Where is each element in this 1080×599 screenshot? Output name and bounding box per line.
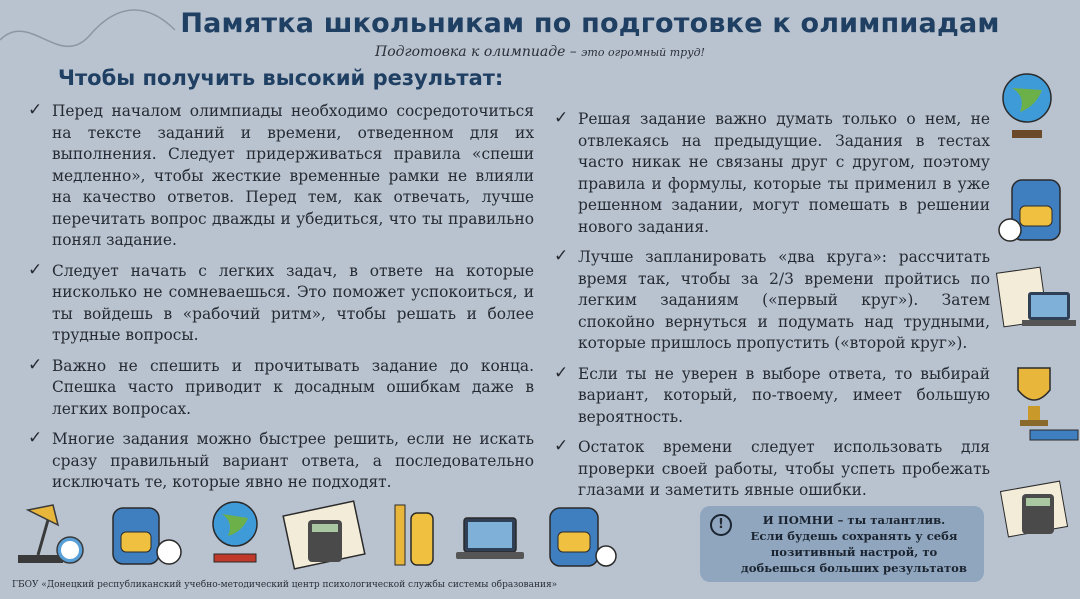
tip-text: Лучше запланировать «два круга»: рассчитать время так, чтобы за 2/3 времени пройтись по легким заданиям («первый круг»). Затем спокойно вернуться и подумать над трудными, которые пришлось пропустить («второй круг»). [578,248,990,352]
check-icon: ✓ [28,354,43,375]
lamp-alarm-clock-icon [8,500,98,570]
page-title: Памятка школьникам по подготовке к олимпиадам [180,8,1000,39]
reminder-line-1: И ПОМНИ – ты талантлив. [762,513,946,527]
tip-item [22,356,534,421]
reminder-box [700,506,984,582]
reminder-text [734,512,974,576]
reminder-line-2: Если будешь сохранять у себя позитивный настрой, то добьешься больших результатов [741,529,967,575]
check-icon: ✓ [554,362,569,383]
tip-text: Перед началом олимпиады необходимо сосредоточиться на тексте заданий и времени, отведенном для их выполнения. Следует придерживаться правила «спеши медленно», чтобы жесткие временные рамки не влияли на качество ответов. Перед тем, как отвечать, лучше перечитать вопрос дважды и убедиться, что ты правильно понял задание. [52,102,534,249]
exclamation-icon: ! [710,514,732,536]
tip-text: Важно не спешить и прочитывать задание до конца. Спешка часто приводит к досадным ошибкам даже в легких вопросах. [52,356,534,418]
check-icon: ✓ [554,108,569,128]
tip-text: Многие задания можно быстрее решить, если не искать сразу правильный вариант ответа, а последовательно исключать те, которые явно не подходят. [52,430,534,491]
left-tips-column [22,101,534,503]
section-heading: Чтобы получить высокий результат: [58,66,504,90]
tip-item [22,261,534,347]
page-subtitle [240,44,840,60]
globe-icon [992,50,1062,150]
laptop-icon [450,498,530,574]
calculator-papers-icon [278,494,373,574]
backpack-ball-icon [105,496,185,574]
calculator-icon [996,470,1076,550]
tip-item [548,247,990,355]
tip-text: Остаток времени следует использовать для проверки своей работы, чтобы успеть пробежать глазами и заметить явные ошибки. [578,438,990,499]
check-icon: ✓ [554,246,569,266]
globe-books-icon [200,492,270,572]
tip-item [22,101,534,252]
check-icon: ✓ [28,259,43,280]
backpack-ball-icon [996,170,1072,250]
tip-text: Следует начать с легких задач, в ответе на которые нисколько не сомневаешься. Это поможет успокоиться, и ты войдешь в «рабочий ритм», чтобы решать и более трудные вопросы. [52,261,534,344]
tip-item [548,109,990,238]
trophy-books-icon [1000,360,1080,450]
tip-text: Решая задание важно думать только о нем, не отвлекаясь на предыдущие. Задания в тестах часто никак не связаны друг с другом, поэтому правила и формулы, которые ты применил в уже решенном задании, могут помешать в решении нового задания. [578,110,990,236]
tip-item [22,429,534,494]
pencils-icon [385,495,445,575]
subtitle-main: Подготовка к олимпиаде – [375,44,577,60]
right-tips-column [548,109,990,511]
laptop-papers-icon [994,262,1078,342]
tip-item [548,364,990,429]
footer-organization: ГБОУ «Донецкий республиканский учебно-методический центр психологической службы системы образования» [12,580,558,590]
backpack-icon [540,498,620,574]
tip-item [548,437,990,502]
subtitle-rest: это огромный труд! [581,46,705,59]
check-icon: ✓ [28,100,43,120]
check-icon: ✓ [28,428,43,448]
check-icon: ✓ [554,436,569,456]
tip-text: Если ты не уверен в выборе ответа, то выбирай вариант, который, по-твоему, имеет большую вероятность. [578,364,990,426]
